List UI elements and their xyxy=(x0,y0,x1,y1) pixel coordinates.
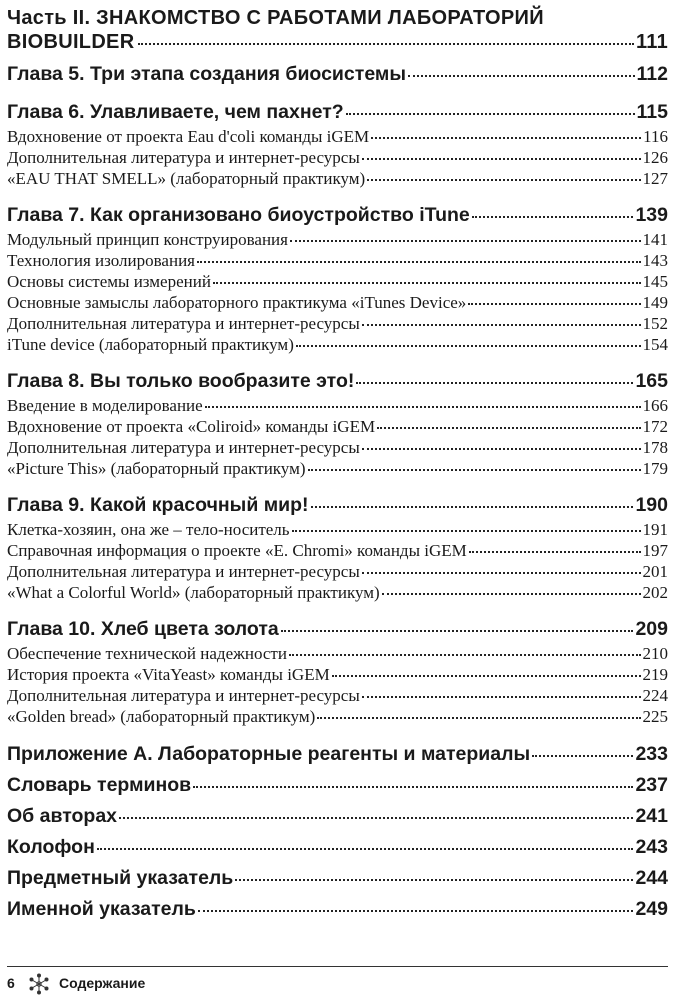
chapter-entry-page-number: 165 xyxy=(635,370,668,392)
section-entry[interactable] xyxy=(7,519,668,540)
section-entry-page-number: 172 xyxy=(642,417,668,436)
section-entry[interactable] xyxy=(7,147,668,168)
section-entry[interactable] xyxy=(7,250,668,271)
chapter-block xyxy=(7,617,668,727)
dot-leader xyxy=(367,179,640,181)
dot-leader xyxy=(197,261,641,263)
section-entry-page-number: 197 xyxy=(642,541,668,560)
section-entry[interactable] xyxy=(7,395,668,416)
section-entry-title: Дополнительная литература и интернет-ресурсы xyxy=(7,314,360,333)
section-entry-title: «EAU THAT SMELL» (лабораторный практикум) xyxy=(7,169,366,188)
chapter-entry[interactable] xyxy=(7,100,668,124)
dot-leader xyxy=(362,158,641,160)
section-entry-page-number: 149 xyxy=(642,293,668,312)
section-entry-title: История проекта «VitaYeast» команды iGEM xyxy=(7,665,330,684)
dot-leader xyxy=(308,469,641,471)
chapter-entry-title: Глава 6. Улавливаете, чем пахнет? xyxy=(7,101,344,123)
chapter-entry-title: Глава 9. Какой красочный мир! xyxy=(7,494,309,516)
section-entry-title: Клетка-хозяин, она же – тело-носитель xyxy=(7,520,290,539)
section-entry-title: Технология изолирования xyxy=(7,251,195,270)
section-entry-page-number: 143 xyxy=(642,251,668,270)
chapter-entry-title: Глава 10. Хлеб цвета золота xyxy=(7,618,279,640)
section-entry[interactable] xyxy=(7,126,668,147)
appendix-entry-title: Предметный указатель xyxy=(7,867,234,889)
appendix-entry-title: Колофон xyxy=(7,836,95,858)
dot-leader xyxy=(468,303,640,305)
section-entry-title: Основные замыслы лабораторного практикума «iTunes Device» xyxy=(7,293,467,312)
section-entry[interactable] xyxy=(7,561,668,582)
dot-leader xyxy=(205,406,641,408)
dot-leader xyxy=(213,282,641,284)
dot-leader xyxy=(362,696,641,698)
section-entry[interactable] xyxy=(7,229,668,250)
appendix-entry[interactable] xyxy=(7,772,668,798)
chapter-entry[interactable] xyxy=(7,369,668,393)
section-entry-page-number: 179 xyxy=(642,459,668,478)
chapter-block xyxy=(7,493,668,603)
dot-leader xyxy=(377,427,640,429)
dot-leader xyxy=(317,717,640,719)
section-entry-title: iTune device (лабораторный практикум) xyxy=(7,335,294,354)
section-entry-page-number: 225 xyxy=(642,707,668,726)
dot-leader xyxy=(235,879,633,881)
chapter-entry-title: Глава 7. Как организовано биоустройство iTune xyxy=(7,204,470,226)
appendix-entry-title: Приложение А. Лабораторные реагенты и материалы xyxy=(7,743,531,765)
section-list xyxy=(7,643,668,727)
section-entry[interactable] xyxy=(7,643,668,664)
section-entry-page-number: 127 xyxy=(642,169,668,188)
section-entry[interactable] xyxy=(7,292,668,313)
section-entry-title: Модульный принцип конструирования xyxy=(7,230,288,249)
dot-leader xyxy=(346,113,635,115)
appendix-entry-page-number: 243 xyxy=(635,836,668,858)
appendix-entry-title: Словарь терминов xyxy=(7,774,192,796)
chapter-entry-title: Глава 5. Три этапа создания биосистемы xyxy=(7,63,406,85)
chapter-entry[interactable] xyxy=(7,62,668,86)
section-entry-title: Обеспечение технической надежности xyxy=(7,644,287,663)
dot-leader xyxy=(193,786,633,788)
table-of-contents xyxy=(7,6,668,922)
chapter-block xyxy=(7,62,668,86)
section-entry[interactable] xyxy=(7,685,668,706)
section-entry[interactable] xyxy=(7,416,668,437)
dot-leader xyxy=(311,506,634,508)
section-entry-page-number: 191 xyxy=(642,520,668,539)
section-list xyxy=(7,395,668,479)
section-entry[interactable] xyxy=(7,458,668,479)
section-entry-title: Дополнительная литература и интернет-ресурсы xyxy=(7,686,360,705)
chapter-block xyxy=(7,369,668,479)
dot-leader xyxy=(532,755,633,757)
chapter-entry-page-number: 112 xyxy=(636,63,668,85)
section-entry-title: «Golden bread» (лабораторный практикум) xyxy=(7,707,316,726)
dot-leader xyxy=(469,551,641,553)
section-entry[interactable] xyxy=(7,313,668,334)
dot-leader xyxy=(97,848,634,850)
part-page-number: 111 xyxy=(635,31,668,53)
page-footer xyxy=(7,966,668,1001)
dot-leader xyxy=(281,630,634,632)
appendix-entry-page-number: 244 xyxy=(635,867,668,889)
dot-leader xyxy=(472,216,634,218)
section-entry-page-number: 224 xyxy=(642,686,668,705)
appendix-entry-title: Именной указатель xyxy=(7,898,196,920)
dot-leader xyxy=(290,240,641,242)
appendix-entry-page-number: 241 xyxy=(635,805,668,827)
section-entry-title: Дополнительная литература и интернет-ресурсы xyxy=(7,438,360,457)
footer-page-number: 6 xyxy=(7,975,15,991)
chapter-entry-page-number: 190 xyxy=(635,494,668,516)
section-entry-page-number: 219 xyxy=(642,665,668,684)
footer-section-label: Содержание xyxy=(59,975,146,991)
dot-leader xyxy=(296,345,641,347)
section-entry-page-number: 154 xyxy=(642,335,668,354)
appendix-entry[interactable] xyxy=(7,865,668,891)
appendix-entry-title: Об авторах xyxy=(7,805,118,827)
dot-leader xyxy=(138,43,633,45)
dot-leader xyxy=(362,448,641,450)
section-entry[interactable] xyxy=(7,664,668,685)
chapter-entry-page-number: 209 xyxy=(635,618,668,640)
section-entry-page-number: 166 xyxy=(642,396,668,415)
appendix-entry[interactable] xyxy=(7,896,668,922)
dot-leader xyxy=(289,654,641,656)
dot-leader xyxy=(371,137,641,139)
part-title-line1: Часть II. ЗНАКОМСТВО С РАБОТАМИ ЛАБОРАТОРИЙ xyxy=(7,7,544,29)
section-entry[interactable] xyxy=(7,540,668,561)
section-entry[interactable] xyxy=(7,706,668,727)
dot-leader xyxy=(356,382,633,384)
appendix-list xyxy=(7,741,668,922)
section-entry-title: Дополнительная литература и интернет-ресурсы xyxy=(7,562,360,581)
section-entry[interactable] xyxy=(7,334,668,355)
section-entry[interactable] xyxy=(7,437,668,458)
dot-leader xyxy=(119,817,633,819)
dot-leader xyxy=(382,593,641,595)
molecule-icon xyxy=(27,972,51,996)
appendix-entry-page-number: 233 xyxy=(635,743,668,765)
dot-leader xyxy=(332,675,641,677)
section-list xyxy=(7,519,668,603)
section-entry[interactable] xyxy=(7,168,668,189)
appendix-entry-page-number: 237 xyxy=(635,774,668,796)
appendix-entry[interactable] xyxy=(7,834,668,860)
section-list xyxy=(7,126,668,189)
section-entry-page-number: 152 xyxy=(642,314,668,333)
section-entry-page-number: 201 xyxy=(642,562,668,581)
dot-leader xyxy=(408,75,635,77)
appendix-entry-page-number: 249 xyxy=(635,898,668,920)
dot-leader xyxy=(362,324,641,326)
section-entry-title: «What a Colorful World» (лабораторный практикум) xyxy=(7,583,380,602)
section-entry-title: Вдохновение от проекта «Coliroid» команды iGEM xyxy=(7,417,376,436)
chapter-entry[interactable] xyxy=(7,493,668,517)
chapter-block xyxy=(7,100,668,189)
section-entry-title: Справочная информация о проекте «E. Chromi» команды iGEM xyxy=(7,541,467,560)
section-entry-title: «Picture This» (лабораторный практикум) xyxy=(7,459,306,478)
section-entry-page-number: 126 xyxy=(642,148,668,167)
dot-leader xyxy=(198,910,634,912)
section-entry-title: Дополнительная литература и интернет-ресурсы xyxy=(7,148,360,167)
section-entry-page-number: 141 xyxy=(642,230,668,249)
chapter-entry-page-number: 115 xyxy=(636,101,668,123)
section-entry-page-number: 145 xyxy=(642,272,668,291)
section-entry-page-number: 116 xyxy=(643,127,668,146)
section-entry-title: Введение в моделирование xyxy=(7,396,203,415)
section-entry[interactable] xyxy=(7,582,668,603)
section-entry-title: Основы системы измерений xyxy=(7,272,211,291)
section-entry-page-number: 202 xyxy=(642,583,668,602)
chapter-list xyxy=(7,62,668,727)
part-heading[interactable] xyxy=(7,6,668,54)
section-entry-title: Вдохновение от проекта Eau d'coli команды iGEM xyxy=(7,127,370,146)
section-entry[interactable] xyxy=(7,271,668,292)
section-entry-page-number: 178 xyxy=(642,438,668,457)
section-list xyxy=(7,229,668,355)
appendix-entry[interactable] xyxy=(7,741,668,767)
appendix-entry[interactable] xyxy=(7,803,668,829)
chapter-block xyxy=(7,203,668,355)
section-entry-page-number: 210 xyxy=(642,644,668,663)
chapter-entry[interactable] xyxy=(7,203,668,227)
chapter-entry[interactable] xyxy=(7,617,668,641)
chapter-entry-title: Глава 8. Вы только вообразите это! xyxy=(7,370,355,392)
part-title-line2: BIOBUILDER xyxy=(7,31,135,53)
chapter-entry-page-number: 139 xyxy=(635,204,668,226)
dot-leader xyxy=(362,572,641,574)
dot-leader xyxy=(292,530,641,532)
